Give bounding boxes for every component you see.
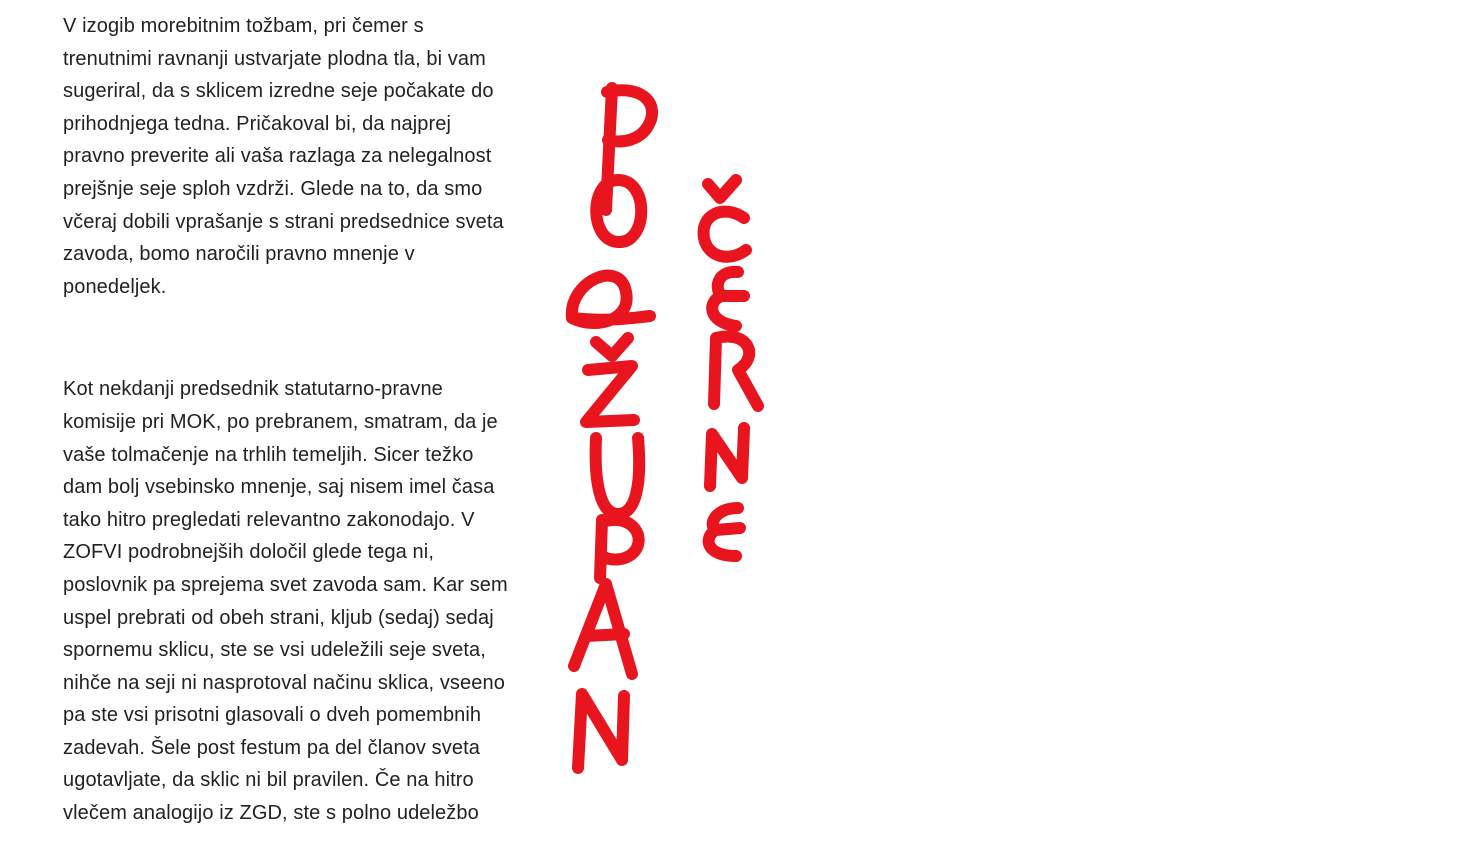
handwritten-letter-r [714, 337, 758, 406]
paragraph-2 [63, 373, 553, 829]
handwritten-letter-u [596, 438, 640, 514]
text-line: ZOFVI podrobnejših določil glede tega ni, [63, 541, 434, 564]
text-line: vlečem analogijo iz ZGD, ste s polno udeležbo [63, 802, 479, 825]
text-line: trenutnimi ravnanji ustvarjate plodna tla, bi vam [63, 47, 486, 70]
handwritten-letter-p-2 [600, 520, 639, 578]
text-line: zadevah. Šele post festum pa del članov sveta [63, 736, 480, 759]
handwritten-letter-z [586, 366, 634, 422]
text-line: Kot nekdanji predsednik statutarno-pravne [63, 378, 443, 401]
text-line: spornemu sklicu, ste se vsi udeležili seje sveta, [63, 639, 486, 662]
handwritten-letter-p [606, 88, 612, 210]
text-line: včeraj dobili vprašanje s strani predsednice sveta [63, 210, 504, 233]
text-line: prihodnjega tedna. Pričakoval bi, da najprej [63, 112, 451, 135]
text-line: V izogib morebitnim tožbam, pri čemer s [63, 15, 424, 37]
handwritten-letter-n [578, 694, 624, 768]
text-line: nihče na seji ni nasprotoval načinu sklica, vseeno [63, 671, 505, 694]
text-line: prejšnje seje sploh vzdrži. Glede na to, da smo [63, 177, 483, 200]
text-line: dam bolj vsebinsko mnenje, saj nisem imel časa [63, 476, 495, 499]
handwritten-caron [708, 180, 736, 198]
handwritten-letter-e-2 [709, 508, 740, 556]
handwritten-letter-o [596, 180, 641, 242]
text-line: zavoda, bomo naročili pravno mnenje v [63, 243, 415, 266]
handwritten-letter-d [572, 276, 650, 323]
handwritten-word-cerne [704, 180, 758, 556]
text-line: ponedeljek. [63, 275, 167, 298]
text-line: ugotavljate, da sklic ni bil pravilen. Če na hitro [63, 769, 474, 792]
handwritten-letter-a [574, 584, 632, 674]
text-line: uspel prebrati od obeh strani, kljub (sedaj) sedaj [63, 606, 494, 629]
handwritten-letter-p-bowl [607, 90, 652, 141]
handwritten-word-podzupan [572, 88, 652, 768]
text-line: pravno preverite ali vaša razlaga za nelegalnost [63, 145, 492, 168]
text-line: pa ste vsi prisotni glasovali o dveh pomembnih [63, 704, 482, 727]
document-text [63, 10, 553, 830]
handwritten-letter-c [704, 212, 746, 257]
handwritten-letter-n [710, 428, 744, 486]
text-line: komisije pri MOK, po prebranem, smatram, da je [63, 410, 498, 433]
paragraph-1 [63, 10, 553, 303]
text-line: vaše tolmačenje na trhlih temeljih. Sicer težko [63, 443, 474, 466]
handwritten-caron [596, 338, 628, 356]
text-line: poslovnik pa sprejema svet zavoda sam. Kar sem [63, 573, 508, 596]
handwritten-letter-e [712, 272, 744, 326]
text-line: sugeriral, da s sklicem izredne seje počakate do [63, 80, 494, 103]
text-line: tako hitro pregledati relevantno zakonodajo. V [63, 508, 475, 531]
